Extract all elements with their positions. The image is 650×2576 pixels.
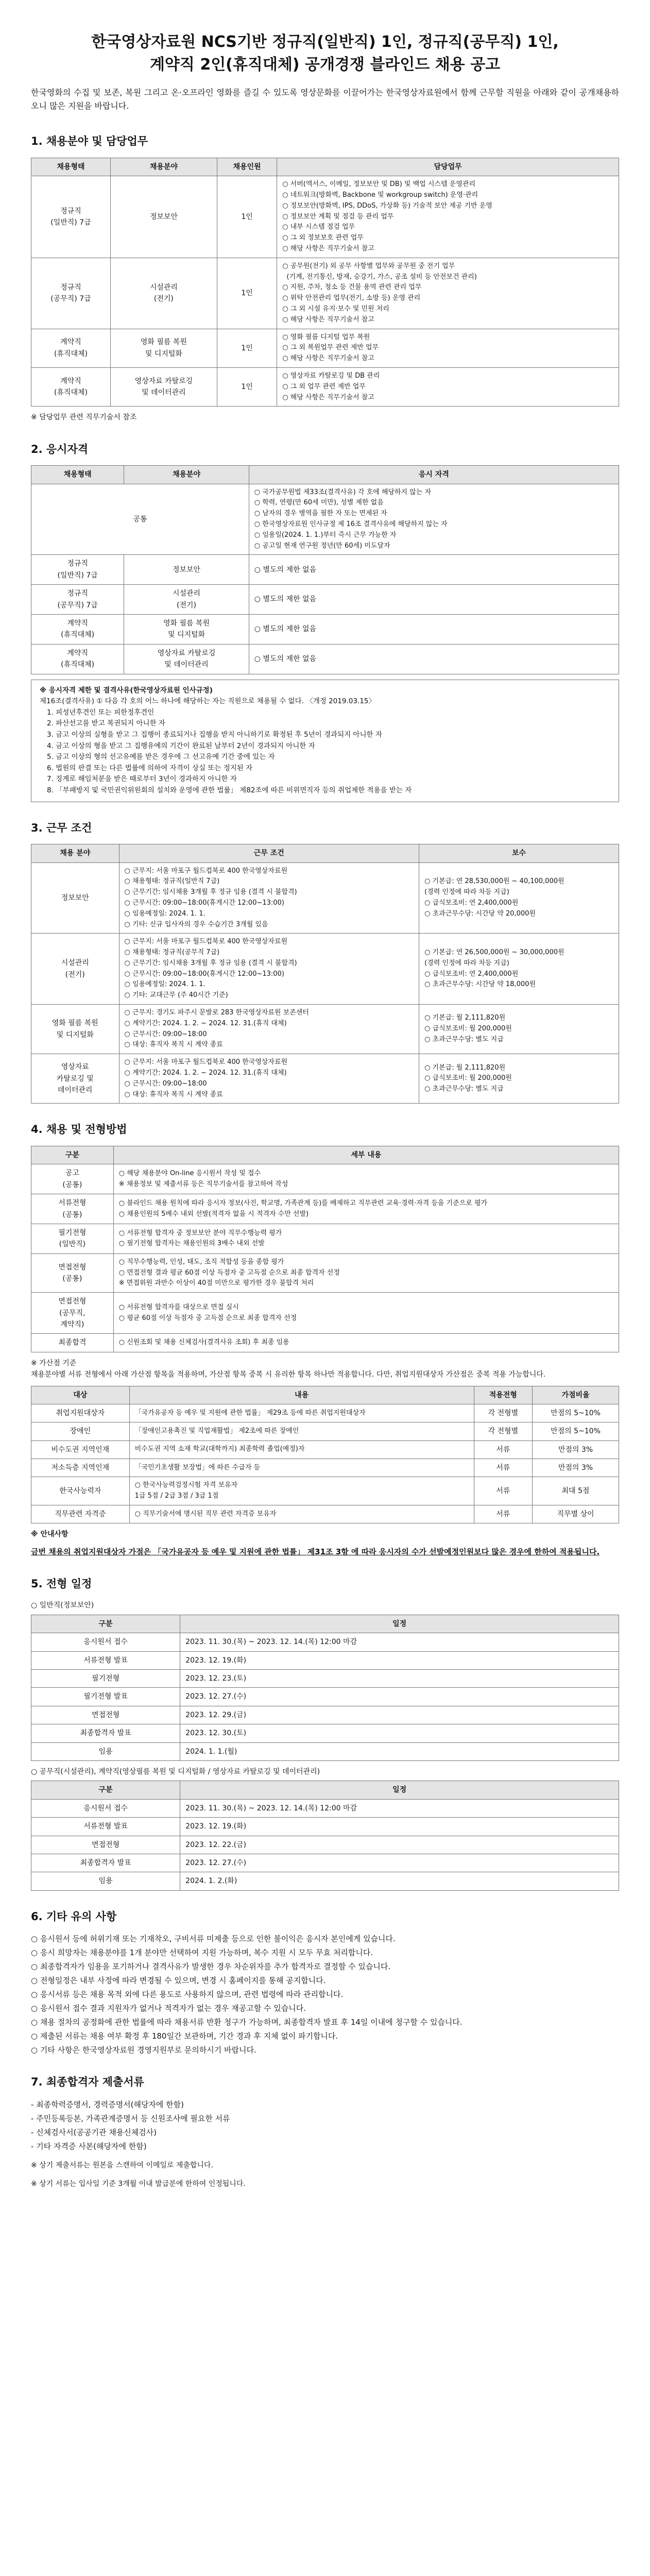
schedule-date: 2023. 12. 23.(토) (180, 1670, 619, 1688)
common-label: 공통 (31, 484, 249, 555)
table-row (31, 1836, 619, 1854)
disqualification-item: 2. 파산선고를 받고 복권되지 아니한 자 (47, 719, 165, 728)
recruit-field: 영상자료 카탈로깅 및 데이터관리 (124, 644, 249, 674)
list-item: ○ 응시원서 접수 결과 지원자가 없거나 적격자가 없는 경우 재공고할 수 있습니다. (31, 2004, 306, 2013)
disqualification-item: 4. 금고 이상의 형을 받고 그 집행유예의 기간이 완료된 날부터 2년이 경과되지 아니한 자 (47, 741, 315, 750)
schedule-table-1 (31, 1615, 619, 1761)
requirement: ○ 별도의 제한 없음 (249, 555, 619, 585)
recruit-count: 1인 (217, 367, 277, 406)
table-row (31, 1477, 619, 1505)
recruit-field: 시설관리 (전기) (124, 585, 249, 615)
preference-content: 「장애인고용촉진 및 직업재활법」 제2조에 따른 장애인 (129, 1422, 474, 1440)
selection-stage: 최종합격 (31, 1334, 114, 1352)
selection-stage: 서류전형 (공통) (31, 1194, 114, 1224)
duty-item: ○ 해당 사항은 직무기술서 참고 (282, 244, 374, 252)
table-row (31, 1054, 619, 1104)
list-item: - 최종학력증명서, 경력증명서(해당자에 한함) (31, 2099, 184, 2109)
intro-text: 한국영화의 수집 및 보존, 복원 그리고 온·오프라인 영화를 즐길 수 있도록 영상문화를 이끌어가는 한국영상자료원에서 함께 근무할 직원을 아래와 같이 공개채용하오니 많은 지원을 바랍니다. (31, 88, 619, 111)
table-row (31, 934, 619, 1005)
compensation: ○ 기본급: 월 2,111,820원 ○ 급식보조비: 월 200,000원 ○ 초과근무수당: 별도 지급 (419, 1054, 619, 1104)
preference-content: 「국민기초생활 보장법」에 따른 수급자 등 (129, 1459, 474, 1477)
preference-stage: 서류 (474, 1459, 532, 1477)
preference-table (31, 1386, 619, 1524)
duty-item: ○ 공무원(전기) 외 공무 사항별 업무와 공무원 중 전기 업무 (282, 262, 455, 270)
duty-item: ○ 그 외 시설 유지·보수 및 민원 처리 (282, 304, 389, 313)
preference-target: 한국사능력자 (31, 1477, 130, 1505)
employment-type: 정규직 (일반직) 7급 (31, 176, 111, 258)
duty-item: ○ 그 외 정보보호 관련 업무 (282, 234, 364, 242)
table-row (31, 1670, 619, 1688)
requirement-item: ○ 임용일(2024. 1. 1.)부터 즉시 근무 가능한 자 (254, 531, 397, 539)
selection-detail: ○ 신원조회 및 채용 신체검사(결격사유 조회) 후 최종 임용 (113, 1334, 619, 1352)
duty-item: ○ 서버(엑서스, 이메일, 정보보안 및 DB) 및 백업 시스템 운영관리 (282, 180, 475, 189)
section-heading-5: 5. 전형 일정 (31, 1577, 92, 1590)
table-row (31, 1422, 619, 1440)
table-row (31, 1854, 619, 1872)
section-heading-7: 7. 최종합격자 제출서류 (31, 2076, 144, 2089)
table-header: 내용 (129, 1386, 474, 1404)
duty-list (277, 367, 619, 406)
recruit-field: 정보보안 (31, 862, 119, 934)
documents-footnote-2: ※ 상기 서류는 입사일 기준 3개월 이내 발급분에 한하여 인정됩니다. (31, 2180, 246, 2189)
table-header: 적용전형 (474, 1386, 532, 1404)
disqualification-item: 3. 금고 이상의 실형을 받고 그 집행이 종료되거나 집행을 받지 아니하기로 확정된 후 5년이 경과되지 아니한 자 (47, 730, 382, 739)
preference-rate: 만점의 3% (533, 1459, 619, 1477)
table-header: 가점비율 (533, 1386, 619, 1404)
schedule-date: 2023. 12. 19.(화) (180, 1651, 619, 1669)
employment-type: 정규직 (일반직) 7급 (31, 555, 124, 585)
schedule-date: 2024. 1. 2.(화) (180, 1872, 619, 1890)
preference-stage: 서류 (474, 1440, 532, 1459)
requirement-item: ○ 남자의 경우 병역을 필한 자 또는 면제된 자 (254, 510, 387, 518)
table-row (31, 258, 619, 329)
preference-target: 취업지원대상자 (31, 1404, 130, 1422)
employment-type: 계약직 (휴직대체) (31, 615, 124, 645)
employment-type: 계약직 (휴직대체) (31, 329, 111, 367)
schedule-step: 서류전형 발표 (31, 1651, 180, 1669)
duty-item: ○ 영화 필름 디지털 업무 복원 (282, 333, 370, 341)
schedule-step: 임용 (31, 1872, 180, 1890)
notice-text: 금번 채용의 취업지원대상자 가점은 「국가유공자 등 예우 및 지원에 관한 법률」 제31조 3항 에 따라 응시자의 수가 선발예정인원보다 많은 경우에 한하여 적용됩니다. (31, 1547, 600, 1556)
schedule-group-1-label: ○ 일반직(정보보안) (31, 1601, 94, 1610)
schedule-date: 2023. 12. 27.(수) (180, 1854, 619, 1872)
schedule-date: 2024. 1. 1.(월) (180, 1742, 619, 1760)
schedule-table-2 (31, 1781, 619, 1890)
disqualification-box (31, 680, 619, 802)
preference-stage: 각 전형별 (474, 1422, 532, 1440)
selection-detail: ○ 직무수행능력, 인성, 태도, 조직 적합성 등을 종합 평가 ○ 면접전형 결과 평균 60점 이상 득점자 중 고득점 순으로 최종 합격자 선정 ※ 면접위원 과반수 이상이 40점 미만으로 평가한 경우 불합격 처리 (113, 1253, 619, 1292)
table-header: 일정 (180, 1781, 619, 1799)
recruit-count: 1인 (217, 329, 277, 367)
preference-rate: 직무별 상이 (533, 1505, 619, 1523)
preference-content: 비수도권 지역 소재 학교(대학까지) 최종학력 졸업(예정)자 (129, 1440, 474, 1459)
recruit-field: 정보보안 (124, 555, 249, 585)
documents-list (31, 2098, 619, 2153)
preference-stage: 서류 (474, 1505, 532, 1523)
duty-item: ○ 영상자료 카탈로깅 및 DB 관리 (282, 371, 380, 380)
table-header: 채용인원 (217, 158, 277, 176)
list-item: ○ 채용 절차의 공정화에 관한 법률에 따라 채용서류 반환 청구가 가능하며, 최종합격자 발표 후 14일 이내에 청구할 수 있습니다. (31, 2018, 463, 2027)
duty-item: ○ 해당 사항은 직무기술서 참고 (282, 315, 374, 324)
duty-item: ○ 지원, 주차, 청소 등 건물 용역 관련 관리 업무 (282, 283, 422, 292)
selection-stage: 공고 (공통) (31, 1164, 114, 1194)
selection-stage: 면접전형 (공통) (31, 1253, 114, 1292)
recruit-field: 시설관리 (전기) (110, 258, 217, 329)
duty-list (277, 329, 619, 367)
schedule-step: 임용 (31, 1742, 180, 1760)
table-row (31, 1651, 619, 1669)
table-header: 구분 (31, 1146, 114, 1164)
duty-item: ○ 정보보안 계획 및 점검 등 관리 업무 (282, 212, 394, 221)
table-row (31, 1334, 619, 1352)
requirement-item: ○ 국가공무원법 제33조(결격사유) 각 호에 해당하지 않는 자 (254, 488, 431, 496)
table-row (31, 1505, 619, 1523)
recruit-count: 1인 (217, 258, 277, 329)
table-header: 채용분야 (124, 466, 249, 484)
work-conditions: ○ 근무지: 서울 마포구 월드컵북로 400 한국영상자료원 ○ 채용형태: 정규직(일반직 7급) ○ 근무기간: 임시채용 3개월 후 정규 임용 (결격 시 불합격) ○ 근무시간: 09:00~18:00(휴게시간 12:00~13:00) ○ 임용예정일: 2024. 1. 1. ○ 기타: 신규 입사자의 경우 수습기간 3개월 있음 (119, 862, 419, 934)
table-row (31, 176, 619, 258)
schedule-date: 2023. 12. 19.(화) (180, 1818, 619, 1836)
employment-type: 계약직 (휴직대체) (31, 367, 111, 406)
compensation: ○ 기본급: 연 26,500,000원 ~ 30,000,000원 (경력 인정에 따라 차등 지급) ○ 급식보조비: 연 2,400,000원 ○ 초과근무수당: 시간당 약 18,000원 (419, 934, 619, 1005)
disqualification-item: 8. 「부패방지 및 국민권익위원회의 설치와 운영에 관한 법률」 제82조에 따른 비위면직자 등의 취업제한 적용을 받는 자 (47, 786, 412, 794)
duty-list (277, 176, 619, 258)
table-row (31, 367, 619, 406)
preference-note: ※ 가산점 기준 채용분야별 서류 전형에서 아래 가산점 항목을 적용하며, 가산점 항목 중복 시 유리한 항목 하나만 적용합니다. 다만, 취업지원대상자 가산점은 중복 적용 가능합니다. (31, 1359, 546, 1379)
section-heading-4: 4. 채용 및 전형방법 (31, 1123, 127, 1136)
requirement-item: ○ 한국영상자료원 인사규정 제 16조 결격사유에 해당하지 않는 자 (254, 520, 448, 529)
disqualification-item: 5. 금고 이상의 형의 선고유예를 받은 경우에 그 선고유예 기간 중에 있는 자 (47, 753, 275, 761)
table-header: 담당업무 (277, 158, 619, 176)
work-conditions-table (31, 844, 619, 1104)
notes-list (31, 1933, 619, 2056)
table-row (31, 1688, 619, 1706)
preference-stage: 각 전형별 (474, 1404, 532, 1422)
requirement: ○ 별도의 제한 없음 (249, 644, 619, 674)
selection-detail: ○ 서류전형 합격자 중 정보보안 분야 직무수행능력 평가 ○ 필기전형 합격자는 채용인원의 3배수 내외 선발 (113, 1224, 619, 1254)
selection-detail: ○ 서류전형 합격자를 대상으로 면접 실시 ○ 평균 60점 이상 득점자 중 고득점 순으로 최종 합격자 선정 (113, 1293, 619, 1334)
table-header: 채용형태 (31, 466, 124, 484)
schedule-step: 응시원서 접수 (31, 1633, 180, 1651)
table-row (31, 1872, 619, 1890)
preference-rate: 만점의 5~10% (533, 1422, 619, 1440)
schedule-step: 최종합격자 발표 (31, 1724, 180, 1742)
schedule-date: 2023. 12. 27.(수) (180, 1688, 619, 1706)
schedule-step: 서류전형 발표 (31, 1818, 180, 1836)
preference-rate: 만점의 3% (533, 1440, 619, 1459)
preference-stage: 서류 (474, 1477, 532, 1505)
table-row (31, 1194, 619, 1224)
table-row (31, 1224, 619, 1254)
page-title (31, 31, 619, 76)
disqualification-item: 7. 징계로 해임처분을 받은 때로부터 3년이 경과하지 아니한 자 (47, 775, 237, 784)
work-conditions: ○ 근무지: 경기도 파주시 문발로 283 한국영상자료원 보존센터 ○ 계약기간: 2024. 1. 2. ~ 2024. 12. 31.(휴직 대체) ○ 근무시간: 09:00~18:00 ○ 대상: 휴직자 복직 시 계약 종료 (119, 1005, 419, 1054)
table-header: 채용분야 (110, 158, 217, 176)
work-conditions: ○ 근무지: 서울 마포구 월드컵북로 400 한국영상자료원 ○ 채용형태: 정규직(공무직 7급) ○ 근무기간: 임시채용 3개월 후 정규 임용 (결격 시 불합격) ○ 근무시간: 09:00~18:00(휴게시간 12:00~13:00) ○ 임용예정일: 2024. 1. 1. ○ 기타: 교대근무 (주 40시간 기준) (119, 934, 419, 1005)
preference-content: 「국가유공자 등 예우 및 지원에 관한 법률」 제29조 등에 따른 취업지원대상자 (129, 1404, 474, 1422)
selection-detail: ○ 블라인드 채용 원칙에 따라 응시자 정보(사진, 학교명, 가족관계 등)를 배제하고 직무관련 교육·경력·자격 등을 기준으로 평가 ○ 채용인원의 5배수 내외 선발(적격자 없을 시 적격자 수만 선발) (113, 1194, 619, 1224)
preference-rate: 만점의 5~10% (533, 1404, 619, 1422)
preference-target: 장애인 (31, 1422, 130, 1440)
list-item: - 신체검사서(공공기관 채용신체검사) (31, 2127, 157, 2137)
table-header: 보수 (419, 844, 619, 862)
requirement-item: ○ 학력, 연령(만 60세 미만), 성별 제한 없음 (254, 499, 384, 507)
list-item: ○ 응시원서 등에 허위기재 또는 기재착오, 구비서류 미제출 등으로 인한 불이익은 응시자 본인에게 있습니다. (31, 1934, 396, 1944)
disqualification-item: 1. 피성년후견인 또는 피한정후견인 (47, 708, 155, 717)
table-header: 대상 (31, 1386, 130, 1404)
schedule-step: 필기전형 발표 (31, 1688, 180, 1706)
schedule-step: 면접전형 (31, 1836, 180, 1854)
table-row (31, 1742, 619, 1760)
duty-item: ○ 내부 시스템 점검 업무 (282, 223, 355, 231)
preference-content: ○ 직무기술서에 명시된 직무 관련 자격증 보유자 (129, 1505, 474, 1523)
recruit-field: 영화 필름 복원 및 디지털화 (110, 329, 217, 367)
disqualification-item: 제16조(결격사유) ① 다음 각 호의 어느 하나에 해당하는 자는 직원으로 채용될 수 없다. 〈개정 2019.03.15〉 (40, 697, 375, 706)
eligibility-table (31, 465, 619, 674)
duty-item: ○ 정보보안(방화벽, IPS, DDoS, 가상화 등) 기술적 보안 제공 기반 운영 (282, 201, 492, 210)
recruit-count: 1인 (217, 176, 277, 258)
table-header: 일정 (180, 1615, 619, 1633)
duty-item: (기계, 전기통신, 방재, 승강기, 가스, 공조 설비 등 안전보건 관리) (282, 273, 477, 281)
table-row (31, 615, 619, 645)
table-row (31, 1440, 619, 1459)
table-row (31, 555, 619, 585)
table-row (31, 862, 619, 934)
duty-item: ○ 해당 사항은 직무기술서 참고 (282, 354, 374, 363)
requirement: ○ 별도의 제한 없음 (249, 585, 619, 615)
table-header: 구분 (31, 1615, 180, 1633)
table-row (31, 329, 619, 367)
table-header: 응시 자격 (249, 466, 619, 484)
table-row (31, 1459, 619, 1477)
requirement-item: ○ 공고일 현재 연구원 정년(만 60세) 미도달자 (254, 541, 390, 550)
schedule-date: 2023. 11. 30.(목) ~ 2023. 12. 14.(목) 12:00 마감 (180, 1633, 619, 1651)
preference-target: 직무관련 자격증 (31, 1505, 130, 1523)
preference-target: 저소득층 지역인재 (31, 1459, 130, 1477)
table-row (31, 644, 619, 674)
selection-process-table (31, 1146, 619, 1352)
work-conditions: ○ 근무지: 서울 마포구 월드컵북로 400 한국영상자료원 ○ 계약기간: 2024. 1. 2. ~ 2024. 12. 31.(휴직 대체) ○ 근무시간: 09:00~18:00 ○ 대상: 휴직자 복직 시 계약 종료 (119, 1054, 419, 1104)
notice-title: ※ 안내사항 (31, 1530, 69, 1539)
employment-type: 정규직 (공무직) 7급 (31, 258, 111, 329)
preference-target: 비수도권 지역인재 (31, 1440, 130, 1459)
employment-type: 계약직 (휴직대체) (31, 644, 124, 674)
employment-type: 정규직 (공무직) 7급 (31, 585, 124, 615)
section-heading-1: 1. 채용분야 및 담당업무 (31, 135, 148, 148)
recruit-field-table (31, 158, 619, 407)
selection-detail: ○ 해당 채용분야 On-line 응시원서 작성 및 접수 ※ 채용정보 및 제출서류 등은 직무기술서를 참고하여 작성 (113, 1164, 619, 1194)
table-row (31, 1633, 619, 1651)
disqualification-title: ※ 응시자격 제한 및 결격사유(한국영상자료원 인사규정) (40, 686, 213, 694)
table-row (31, 1724, 619, 1742)
duty-item: ○ 네트워크(방화벽, Backbone 및 workgroup switch) 운영·관리 (282, 191, 478, 199)
table-row (31, 1818, 619, 1836)
schedule-date: 2023. 12. 29.(금) (180, 1706, 619, 1724)
selection-stage: 필기전형 (일반직) (31, 1224, 114, 1254)
recruit-field: 시설관리 (전기) (31, 934, 119, 1005)
list-item: - 기타 자격증 사본(해당자에 한함) (31, 2141, 147, 2151)
table-row (31, 1253, 619, 1292)
documents-footnote-1: ※ 상기 제출서류는 원본을 스캔하여 이메일로 제출합니다. (31, 2161, 213, 2170)
list-item: ○ 기타 사항은 한국영상자료원 경영지원부로 문의하시기 바랍니다. (31, 2045, 256, 2055)
schedule-step: 면접전형 (31, 1706, 180, 1724)
table-row (31, 1005, 619, 1054)
table-row (31, 1799, 619, 1817)
table-row (31, 585, 619, 615)
recruit-field: 정보보안 (110, 176, 217, 258)
list-item: - 주민등록등본, 가족관계증명서 등 신원조사에 필요한 서류 (31, 2113, 230, 2123)
section-heading-2: 2. 응시자격 (31, 443, 89, 455)
title-line-1: 한국영상자료원 NCS기반 정규직(일반직) 1인, 정규직(공무직) 1인, (91, 33, 559, 51)
schedule-date: 2023. 12. 30.(토) (180, 1724, 619, 1742)
section-heading-6: 6. 기타 유의 사항 (31, 1910, 117, 1923)
table-row (31, 1164, 619, 1194)
list-item: ○ 응시 희망자는 채용분야를 1개 분야만 선택하여 지원 가능하며, 복수 지원 시 모두 무효 처리합니다. (31, 1948, 373, 1958)
table-header: 채용형태 (31, 158, 111, 176)
requirement: ○ 별도의 제한 없음 (249, 615, 619, 645)
duty-item: ○ 위탁 안전관리 업무(전기, 소방 등) 운영 관리 (282, 294, 421, 302)
schedule-step: 응시원서 접수 (31, 1799, 180, 1817)
list-item: ○ 제출된 서류는 채용 여부 확정 후 180일간 보관하며, 기간 경과 후 지체 없이 파기합니다. (31, 2031, 338, 2041)
common-requirements (249, 484, 619, 555)
duty-item: ○ 그 외 복원업무 관련 제반 업무 (282, 344, 379, 352)
schedule-step: 필기전형 (31, 1670, 180, 1688)
table-header: 채용 분야 (31, 844, 119, 862)
selection-stage: 면접전형 (공무직, 계약직) (31, 1293, 114, 1334)
compensation: ○ 기본급: 월 2,111,820원 ○ 급식보조비: 월 200,000원 ○ 초과근무수당: 별도 지급 (419, 1005, 619, 1054)
list-item: ○ 최종합격자가 임용을 포기하거나 결격사유가 발생한 경우 차순위자를 추가 합격자로 결정할 수 있습니다. (31, 1962, 391, 1972)
preference-content: ○ 한국사능력검정시험 자격 보유자 1급 5점 / 2급 3점 / 3급 1점 (129, 1477, 474, 1505)
table-row (31, 1404, 619, 1422)
duty-item: ○ 그 외 업무 관련 제반 업무 (282, 382, 366, 391)
table-row (31, 1706, 619, 1724)
table-header: 근무 조건 (119, 844, 419, 862)
duty-list (277, 258, 619, 329)
recruit-field: 영상자료 카탈로깅 및 데이터관리 (31, 1054, 119, 1104)
compensation: ○ 기본급: 연 28,530,000원 ~ 40,100,000원 (경력 인정에 따라 차등 지급) ○ 급식보조비: 연 2,400,000원 ○ 초과근무수당: 시간당 약 20,000원 (419, 862, 619, 934)
preference-rate: 최대 5점 (533, 1477, 619, 1505)
disqualification-item: 6. 법원의 판결 또는 다른 법률에 의하여 자격이 상실 또는 정지된 자 (47, 764, 253, 772)
recruit-field: 영상자료 카탈로깅 및 데이터관리 (110, 367, 217, 406)
title-line-2: 계약직 2인(휴직대체) 공개경쟁 블라인드 채용 공고 (149, 55, 501, 74)
schedule-step: 최종합격자 발표 (31, 1854, 180, 1872)
schedule-date: 2023. 12. 22.(금) (180, 1836, 619, 1854)
recruit-field: 영화 필름 복원 및 디지털화 (31, 1005, 119, 1054)
table-header: 세부 내용 (113, 1146, 619, 1164)
table-row (31, 1293, 619, 1334)
duty-note: ※ 담당업무 관련 직무기술서 참조 (31, 413, 137, 422)
recruit-field: 영화 필름 복원 및 디지털화 (124, 615, 249, 645)
schedule-group-2-label: ○ 공무직(시설관리), 계약직(영상필름 복원 및 디지털화 / 영상자료 카탈로깅 및 데이터관리) (31, 1767, 320, 1776)
list-item: ○ 전형일정은 내부 사정에 따라 변경될 수 있으며, 변경 시 홈페이지를 통해 공지합니다. (31, 1976, 326, 1986)
table-header: 구분 (31, 1781, 180, 1799)
duty-item: ○ 해당 사항은 직무기술서 참고 (282, 393, 374, 401)
schedule-date: 2023. 11. 30.(목) ~ 2023. 12. 14.(목) 12:00 마감 (180, 1799, 619, 1817)
section-heading-3: 3. 근무 조건 (31, 821, 92, 834)
list-item: ○ 응시서류 등은 채용 목적 외에 다른 용도로 사용하지 않으며, 관련 법령에 따라 관리합니다. (31, 1990, 344, 1999)
